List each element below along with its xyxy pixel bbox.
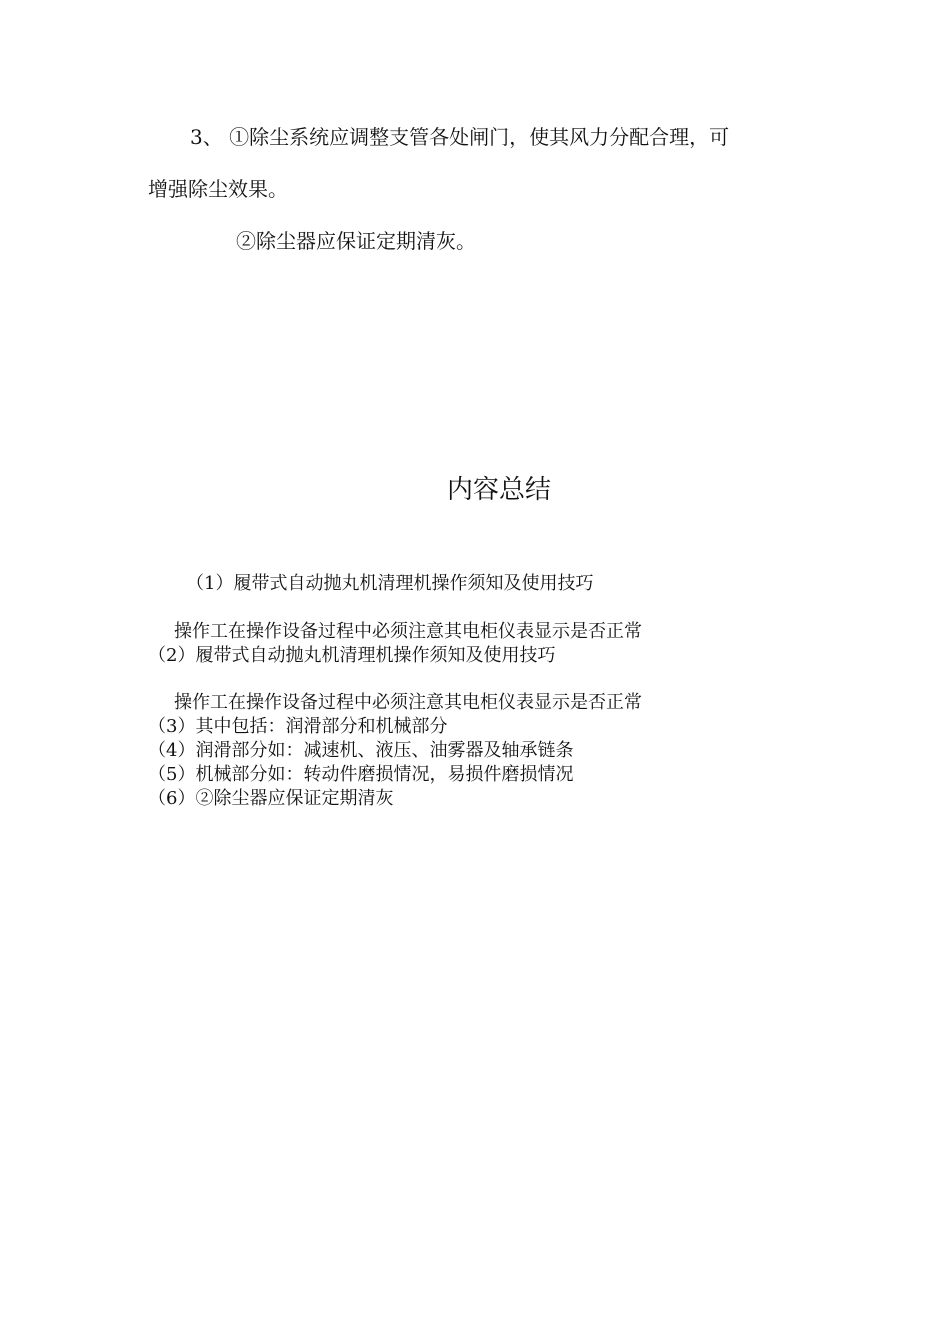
summary-item-2: （2）履带式自动抛丸机清理机操作须知及使用技巧 bbox=[148, 645, 556, 666]
body-line-3: ②除尘器应保证定期清灰。 bbox=[236, 229, 476, 253]
summary-item-2-detail: 操作工在操作设备过程中必须注意其电柜仪表显示是否正常 bbox=[174, 692, 642, 713]
summary-item-3: （3）其中包括：润滑部分和机械部分 bbox=[148, 716, 448, 737]
summary-item-4: （4）润滑部分如：减速机、液压、油雾器及轴承链条 bbox=[148, 740, 574, 761]
body-line-1: 3、 ①除尘系统应调整支管各处闸门，使其风力分配合理，可 bbox=[190, 125, 730, 149]
body-line-2: 增强除尘效果。 bbox=[148, 177, 288, 201]
summary-item-1: （1）履带式自动抛丸机清理机操作须知及使用技巧 bbox=[186, 573, 594, 594]
summary-item-1-detail: 操作工在操作设备过程中必须注意其电柜仪表显示是否正常 bbox=[174, 621, 642, 642]
summary-item-5: （5）机械部分如：转动件磨损情况，易损件磨损情况 bbox=[148, 764, 574, 785]
summary-title: 内容总结 bbox=[447, 475, 552, 505]
summary-item-6: （6）②除尘器应保证定期清灰 bbox=[148, 788, 394, 809]
